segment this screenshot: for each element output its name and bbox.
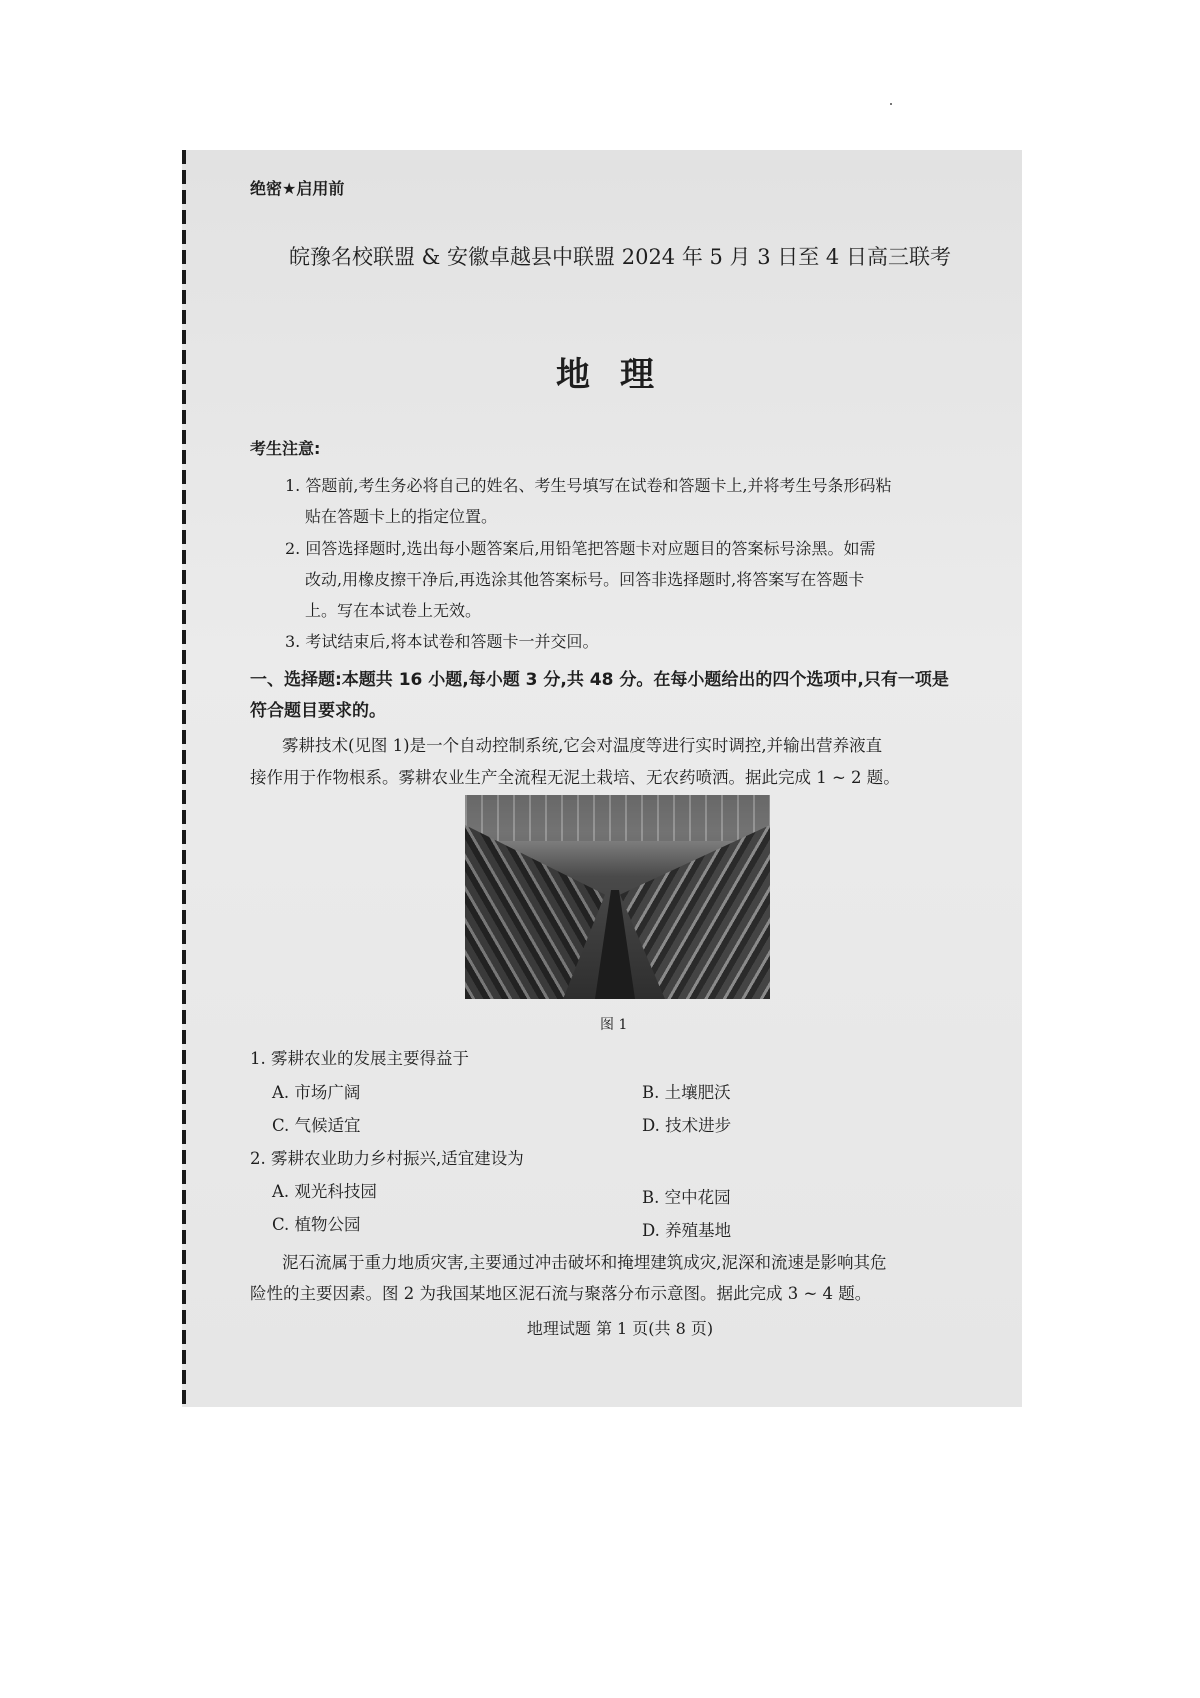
- notice-line: 1. 答题前,考生务必将自己的姓名、考生号填写在试卷和答题卡上,并将考生号条形码粘: [285, 476, 892, 495]
- question-option: A. 市场广阔: [272, 1083, 361, 1102]
- question-option: C. 气候适宜: [272, 1116, 361, 1135]
- notice-line: 改动,用橡皮擦干净后,再选涂其他答案标号。回答非选择题时,将答案写在答题卡: [305, 570, 865, 589]
- passage-line: 险性的主要因素。图 2 为我国某地区泥石流与聚落分布示意图。据此完成 3 ~ 4 题。: [250, 1284, 872, 1303]
- greenhouse-roof: [465, 795, 770, 841]
- figure-1-photo: [465, 795, 770, 999]
- passage-line: 雾耕技术(见图 1)是一个自动控制系统,它会对温度等进行实时调控,并输出营养液直: [282, 736, 883, 755]
- subject-title: 地理: [556, 355, 684, 395]
- confidential-label: 绝密★启用前: [250, 179, 345, 198]
- question-option: D. 技术进步: [642, 1116, 732, 1135]
- crop-row-right: [620, 825, 770, 999]
- question-option: B. 空中花园: [642, 1188, 731, 1207]
- scan-speck: [890, 103, 892, 105]
- passage-line: 泥石流属于重力地质灾害,主要通过冲击破坏和掩埋建筑成灾,泥深和流速是影响其危: [282, 1253, 887, 1272]
- section-heading-cont: 符合题目要求的。: [250, 701, 386, 721]
- exam-title: 皖豫名校联盟 & 安徽卓越县中联盟 2024 年 5 月 3 日至 4 日高三联考: [289, 245, 951, 269]
- figure-caption: 图 1: [600, 1017, 628, 1033]
- notice-heading: 考生注意:: [250, 439, 321, 458]
- binding-edge: [182, 150, 186, 1407]
- section-heading: 一、选择题:本题共 16 小题,每小题 3 分,共 48 分。在每小题给出的四个选项中,只有一项是: [250, 670, 949, 690]
- notice-line: 3. 考试结束后,将本试卷和答题卡一并交回。: [285, 632, 599, 651]
- passage-line: 接作用于作物根系。雾耕农业生产全流程无泥土栽培、无农药喷洒。据此完成 1 ~ 2 题。: [250, 768, 900, 787]
- question-option: B. 土壤肥沃: [642, 1083, 731, 1102]
- page-footer: 地理试题 第 1 页(共 8 页): [526, 1319, 714, 1338]
- question-option: A. 观光科技园: [272, 1182, 377, 1201]
- question-option: D. 养殖基地: [642, 1221, 732, 1240]
- question-stem: 1. 雾耕农业的发展主要得益于: [250, 1049, 469, 1068]
- notice-line: 上。写在本试卷上无效。: [305, 601, 482, 620]
- notice-line: 贴在答题卡上的指定位置。: [305, 507, 498, 526]
- question-stem: 2. 雾耕农业助力乡村振兴,适宜建设为: [250, 1149, 524, 1168]
- crop-row-left: [465, 825, 605, 999]
- question-option: C. 植物公园: [272, 1215, 361, 1234]
- notice-line: 2. 回答选择题时,选出每小题答案后,用铅笔把答题卡对应题目的答案标号涂黑。如需: [285, 539, 876, 558]
